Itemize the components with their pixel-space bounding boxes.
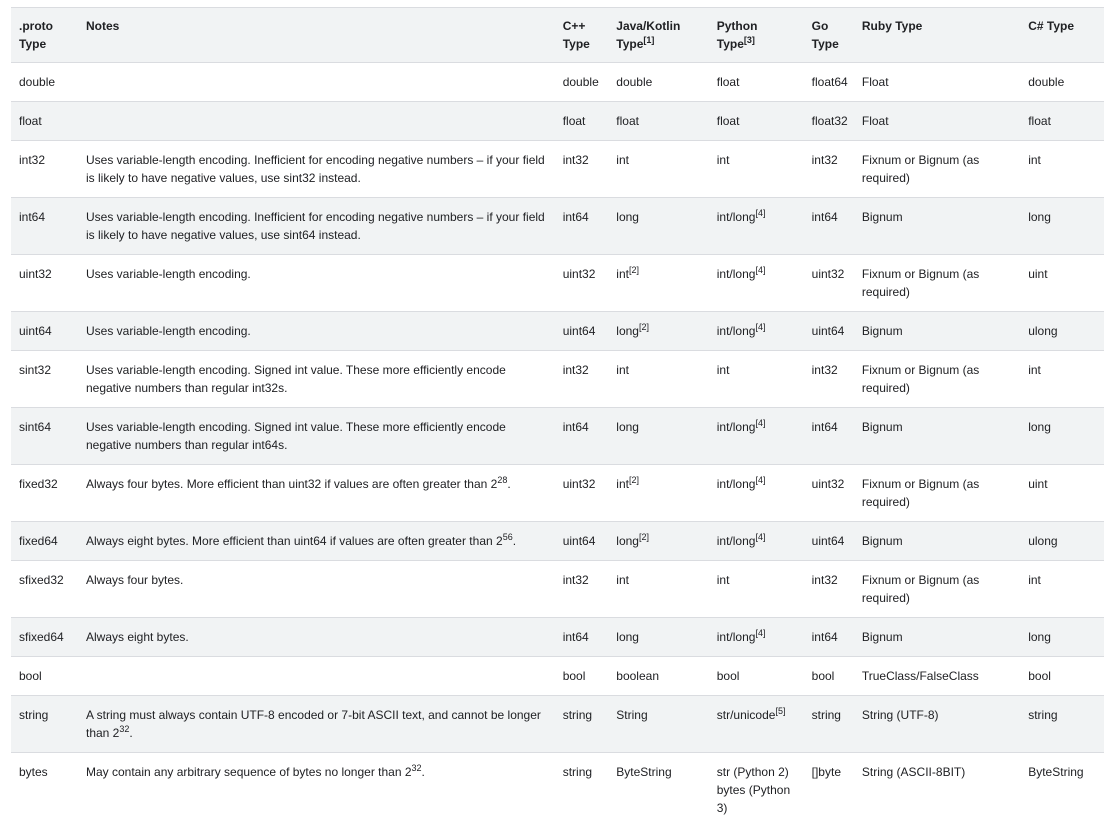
cell-go-type: bool xyxy=(804,657,854,696)
cell-proto-type: sfixed32 xyxy=(11,561,78,618)
cell-notes: Always four bytes. More efficient than uint32 if values are often greater than $2^{28}$. xyxy=(78,465,555,522)
cell-go-type: int32 xyxy=(804,561,854,618)
cell-java-type: String xyxy=(608,696,708,753)
footnote-ref[interactable]: [4] xyxy=(755,628,765,638)
footnote-ref[interactable]: [4] xyxy=(755,475,765,485)
footnote-ref[interactable]: [4] xyxy=(755,322,765,332)
cell-cpp-type: int32 xyxy=(555,351,609,408)
cell-python-type: int/long[4] xyxy=(709,255,804,312)
table-row xyxy=(11,465,1104,522)
cell-go-type: int64 xyxy=(804,408,854,465)
cell-ruby-type: Float xyxy=(854,63,1020,102)
footnote-ref[interactable]: [2] xyxy=(629,265,639,275)
cell-cpp-type: uint32 xyxy=(555,465,609,522)
table-header-row xyxy=(11,8,1104,63)
cell-csharp-type: int xyxy=(1020,561,1104,618)
cell-csharp-type: uint xyxy=(1020,255,1104,312)
cell-ruby-type: Bignum xyxy=(854,198,1020,255)
header-csharp-type: C# Type xyxy=(1020,8,1104,63)
header-python-type: Python Type[3] xyxy=(709,8,804,63)
cell-cpp-type: int32 xyxy=(555,141,609,198)
cell-python-type: int/long[4] xyxy=(709,312,804,351)
cell-csharp-type: double xyxy=(1020,63,1104,102)
cell-python-type: float xyxy=(709,63,804,102)
cell-proto-type: uint64 xyxy=(11,312,78,351)
cell-java-type: int xyxy=(608,141,708,198)
cell-ruby-type: Fixnum or Bignum (as required) xyxy=(854,465,1020,522)
header-go-type: Go Type xyxy=(804,8,854,63)
cell-notes: Always four bytes. xyxy=(78,561,555,618)
cell-csharp-type: ulong xyxy=(1020,312,1104,351)
table-row xyxy=(11,696,1104,753)
cell-cpp-type: uint64 xyxy=(555,522,609,561)
cell-csharp-type: float xyxy=(1020,102,1104,141)
cell-cpp-type: int64 xyxy=(555,618,609,657)
cell-go-type: float64 xyxy=(804,63,854,102)
table-row xyxy=(11,102,1104,141)
cell-csharp-type: ByteString xyxy=(1020,753,1104,827)
cell-java-type: long[2] xyxy=(608,522,708,561)
cell-proto-type: uint32 xyxy=(11,255,78,312)
cell-python-type: bool xyxy=(709,657,804,696)
cell-cpp-type: int64 xyxy=(555,198,609,255)
cell-notes: Uses variable-length encoding. xyxy=(78,255,555,312)
cell-proto-type: double xyxy=(11,63,78,102)
cell-notes: A string must always contain UTF-8 encoded or 7-bit ASCII text, and cannot be longer than $2^{32}$. xyxy=(78,696,555,753)
cell-go-type: uint32 xyxy=(804,255,854,312)
cell-go-type: float32 xyxy=(804,102,854,141)
cell-proto-type: int64 xyxy=(11,198,78,255)
cell-python-type: int xyxy=(709,561,804,618)
table-row xyxy=(11,618,1104,657)
cell-csharp-type: long xyxy=(1020,408,1104,465)
cell-ruby-type: Fixnum or Bignum (as required) xyxy=(854,351,1020,408)
cell-ruby-type: TrueClass/FalseClass xyxy=(854,657,1020,696)
footnote-ref[interactable]: [4] xyxy=(755,418,765,428)
cell-java-type: long xyxy=(608,408,708,465)
cell-python-type: int xyxy=(709,141,804,198)
table-row xyxy=(11,312,1104,351)
cell-ruby-type: Fixnum or Bignum (as required) xyxy=(854,141,1020,198)
cell-proto-type: sint64 xyxy=(11,408,78,465)
cell-ruby-type: Float xyxy=(854,102,1020,141)
cell-ruby-type: Bignum xyxy=(854,522,1020,561)
cell-go-type: []byte xyxy=(804,753,854,827)
cell-proto-type: sint32 xyxy=(11,351,78,408)
cell-ruby-type: Bignum xyxy=(854,312,1020,351)
table-row xyxy=(11,522,1104,561)
cell-go-type: uint32 xyxy=(804,465,854,522)
cell-proto-type: bool xyxy=(11,657,78,696)
cell-go-type: uint64 xyxy=(804,522,854,561)
cell-ruby-type: Bignum xyxy=(854,408,1020,465)
exponent: 56 xyxy=(503,532,513,542)
cell-csharp-type: int xyxy=(1020,141,1104,198)
header-java-type: Java/Kotlin Type[1] xyxy=(608,8,708,63)
header-ruby-type: Ruby Type xyxy=(854,8,1020,63)
footnote-ref[interactable]: [4] xyxy=(755,208,765,218)
exponent: 28 xyxy=(497,475,507,485)
table-row xyxy=(11,408,1104,465)
cell-python-type: int/long[4] xyxy=(709,522,804,561)
scalar-types-table xyxy=(11,7,1104,827)
cell-notes: Always eight bytes. More efficient than uint64 if values are often greater than $2^{56}$. xyxy=(78,522,555,561)
cell-python-type: int xyxy=(709,351,804,408)
footnote-ref[interactable]: [5] xyxy=(775,706,785,716)
cell-cpp-type: double xyxy=(555,63,609,102)
footnote-ref[interactable]: [2] xyxy=(639,322,649,332)
cell-java-type: int[2] xyxy=(608,255,708,312)
cell-proto-type: sfixed64 xyxy=(11,618,78,657)
cell-java-type: double xyxy=(608,63,708,102)
cell-notes xyxy=(78,63,555,102)
cell-ruby-type: String (UTF-8) xyxy=(854,696,1020,753)
cell-notes: Uses variable-length encoding. xyxy=(78,312,555,351)
header-cpp-type: C++ Type xyxy=(555,8,609,63)
cell-ruby-type: String (ASCII-8BIT) xyxy=(854,753,1020,827)
cell-java-type: ByteString xyxy=(608,753,708,827)
cell-java-type: long xyxy=(608,198,708,255)
table-row xyxy=(11,657,1104,696)
cell-cpp-type: uint64 xyxy=(555,312,609,351)
cell-ruby-type: Fixnum or Bignum (as required) xyxy=(854,561,1020,618)
cell-go-type: int32 xyxy=(804,351,854,408)
cell-cpp-type: int32 xyxy=(555,561,609,618)
table-row xyxy=(11,198,1104,255)
table-row xyxy=(11,63,1104,102)
cell-cpp-type: float xyxy=(555,102,609,141)
cell-cpp-type: string xyxy=(555,753,609,827)
cell-java-type: boolean xyxy=(608,657,708,696)
footnote-ref[interactable]: [2] xyxy=(639,532,649,542)
cell-notes: Always eight bytes. xyxy=(78,618,555,657)
cell-cpp-type: uint32 xyxy=(555,255,609,312)
cell-go-type: int32 xyxy=(804,141,854,198)
footnote-ref[interactable]: [1] xyxy=(643,35,654,45)
cell-python-type: int/long[4] xyxy=(709,408,804,465)
table-row xyxy=(11,561,1104,618)
cell-csharp-type: uint xyxy=(1020,465,1104,522)
cell-proto-type: int32 xyxy=(11,141,78,198)
cell-python-type: float xyxy=(709,102,804,141)
cell-csharp-type: long xyxy=(1020,198,1104,255)
cell-notes: Uses variable-length encoding. Signed int value. These more efficiently encode negative numbers than regular int64s. xyxy=(78,408,555,465)
footnote-ref[interactable]: [4] xyxy=(755,265,765,275)
cell-notes: May contain any arbitrary sequence of bytes no longer than $2^{32}$. xyxy=(78,753,555,827)
cell-ruby-type: Bignum xyxy=(854,618,1020,657)
cell-go-type: int64 xyxy=(804,618,854,657)
cell-python-type: int/long[4] xyxy=(709,465,804,522)
footnote-ref[interactable]: [3] xyxy=(744,35,755,45)
table-row xyxy=(11,351,1104,408)
footnote-ref[interactable]: [2] xyxy=(629,475,639,485)
cell-notes xyxy=(78,102,555,141)
cell-csharp-type: ulong xyxy=(1020,522,1104,561)
cell-csharp-type: int xyxy=(1020,351,1104,408)
cell-proto-type: bytes xyxy=(11,753,78,827)
cell-java-type: int xyxy=(608,561,708,618)
cell-notes: Uses variable-length encoding. Inefficient for encoding negative numbers – if your field is likely to have negative values, use sint64 instead. xyxy=(78,198,555,255)
cell-python-type: int/long[4] xyxy=(709,618,804,657)
cell-csharp-type: string xyxy=(1020,696,1104,753)
cell-cpp-type: string xyxy=(555,696,609,753)
header-notes: Notes xyxy=(78,8,555,63)
cell-java-type: long xyxy=(608,618,708,657)
cell-go-type: int64 xyxy=(804,198,854,255)
cell-java-type: int xyxy=(608,351,708,408)
cell-notes: Uses variable-length encoding. Signed int value. These more efficiently encode negative numbers than regular int32s. xyxy=(78,351,555,408)
cell-proto-type: float xyxy=(11,102,78,141)
cell-python-type: str (Python 2) bytes (Python 3) xyxy=(709,753,804,827)
cell-proto-type: string xyxy=(11,696,78,753)
cell-proto-type: fixed64 xyxy=(11,522,78,561)
cell-proto-type: fixed32 xyxy=(11,465,78,522)
cell-python-type: str/unicode[5] xyxy=(709,696,804,753)
table-row xyxy=(11,141,1104,198)
cell-notes: Uses variable-length encoding. Inefficient for encoding negative numbers – if your field is likely to have negative values, use sint32 instead. xyxy=(78,141,555,198)
cell-cpp-type: int64 xyxy=(555,408,609,465)
cell-go-type: string xyxy=(804,696,854,753)
cell-csharp-type: long xyxy=(1020,618,1104,657)
exponent: 32 xyxy=(119,724,129,734)
cell-java-type: float xyxy=(608,102,708,141)
cell-cpp-type: bool xyxy=(555,657,609,696)
cell-go-type: uint64 xyxy=(804,312,854,351)
cell-notes xyxy=(78,657,555,696)
header-proto-type: .proto Type xyxy=(11,8,78,63)
cell-csharp-type: bool xyxy=(1020,657,1104,696)
table-row xyxy=(11,753,1104,827)
table-row xyxy=(11,255,1104,312)
footnote-ref[interactable]: [4] xyxy=(755,532,765,542)
cell-java-type: long[2] xyxy=(608,312,708,351)
cell-python-type: int/long[4] xyxy=(709,198,804,255)
cell-ruby-type: Fixnum or Bignum (as required) xyxy=(854,255,1020,312)
cell-java-type: int[2] xyxy=(608,465,708,522)
exponent: 32 xyxy=(412,763,422,773)
